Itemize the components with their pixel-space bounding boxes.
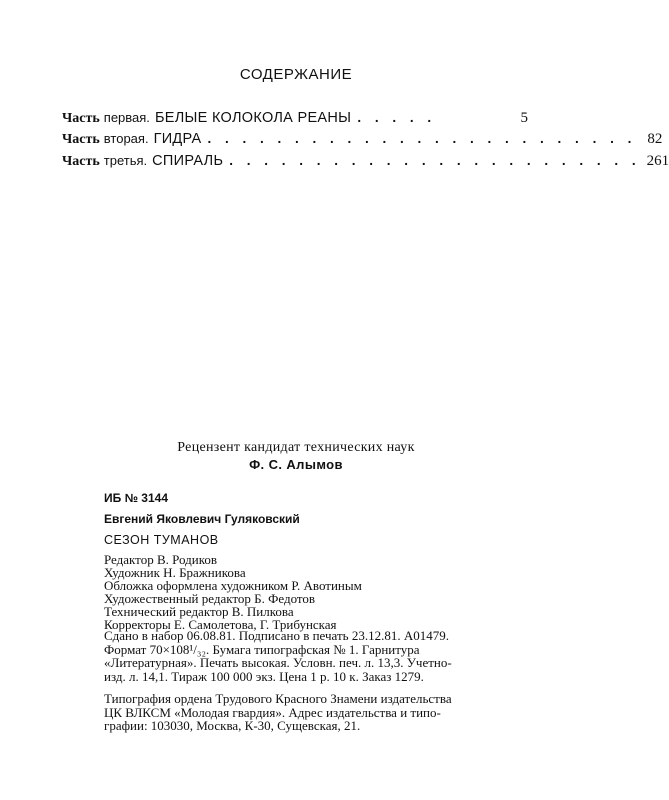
printer-line: ЦК ВЛКСМ «Молодая гвардия». Адрес издательства и типо- xyxy=(104,704,441,720)
credit-line: Художественный редактор Б. Федотов xyxy=(104,591,316,606)
toc-leader-dots: . . . . . xyxy=(357,110,437,125)
book-title: СЕЗОН ТУМАНОВ xyxy=(104,533,219,547)
toc-part-label: Часть xyxy=(62,154,100,169)
toc-part-label: Часть xyxy=(62,132,100,147)
toc-part-name: ГИДРА xyxy=(153,131,202,147)
toc-entry xyxy=(62,110,528,130)
credit-line: Редактор В. Родиков xyxy=(104,552,218,567)
reviewer-name: Ф. С. Алымов xyxy=(249,457,343,472)
toc-part-ordinal: третья. xyxy=(103,153,148,168)
publication-data xyxy=(104,629,534,683)
toc-part-label: Часть xyxy=(62,111,100,126)
publication-line: Сдано в набор 06.08.81. Подписано в печать 23.12.81. А01479. xyxy=(104,628,449,643)
printer-line: графии: 103030, Москва, К-30, Сущевская, 21. xyxy=(104,718,361,733)
toc-part-ordinal: первая. xyxy=(103,110,150,125)
credit-line: Корректоры Е. Самолетова, Г. Трибунская xyxy=(104,617,337,632)
toc-leader-dots: . . . . . . . . . . . . . . . . . . . . . . . . . xyxy=(207,131,637,146)
publication-line: «Литературная». Печать высокая. Условн. печ. л. 13,3. Учетно- xyxy=(104,655,452,670)
toc-leader-dots: . . . . . . . . . . . . . . . . . . . . . . . . xyxy=(229,153,641,168)
toc-part-name: СПИРАЛЬ xyxy=(152,153,224,169)
publication-line: изд. л. 14,1. Тираж 100 000 экз. Цена 1 р. 10 к. Заказ 1279. xyxy=(104,668,424,684)
printer-info xyxy=(104,692,534,733)
toc-title: СОДЕРЖАНИЕ xyxy=(239,66,353,83)
toc-page-number: 5 xyxy=(520,110,528,126)
credit-line: Обложка оформлена художником Р. Авотиным xyxy=(104,578,362,593)
toc-entry xyxy=(62,131,663,151)
toc-entry xyxy=(62,153,669,173)
ib-number: ИБ № 3144 xyxy=(104,491,168,505)
reviewer-line: Рецензент кандидат технических наук xyxy=(177,440,415,455)
publication-line: Формат 70×108¹/₃₂. Бумага типографская № 1. Гарнитура xyxy=(104,641,420,657)
credit-line: Технический редактор В. Пилкова xyxy=(104,604,294,619)
credits-block xyxy=(104,553,534,631)
toc-part-name: БЕЛЫЕ КОЛОКОЛА РЕАНЫ xyxy=(154,110,352,126)
credit-line: Художник Н. Бражникова xyxy=(104,565,246,580)
toc-page-number: 261 xyxy=(646,153,669,169)
toc-page-number: 82 xyxy=(647,131,663,147)
printer-line: Типография ордена Трудового Красного Знамени издательства xyxy=(104,691,452,706)
toc-part-ordinal: вторая. xyxy=(103,131,149,146)
author-name: Евгений Яковлевич Гуляковский xyxy=(104,512,300,526)
